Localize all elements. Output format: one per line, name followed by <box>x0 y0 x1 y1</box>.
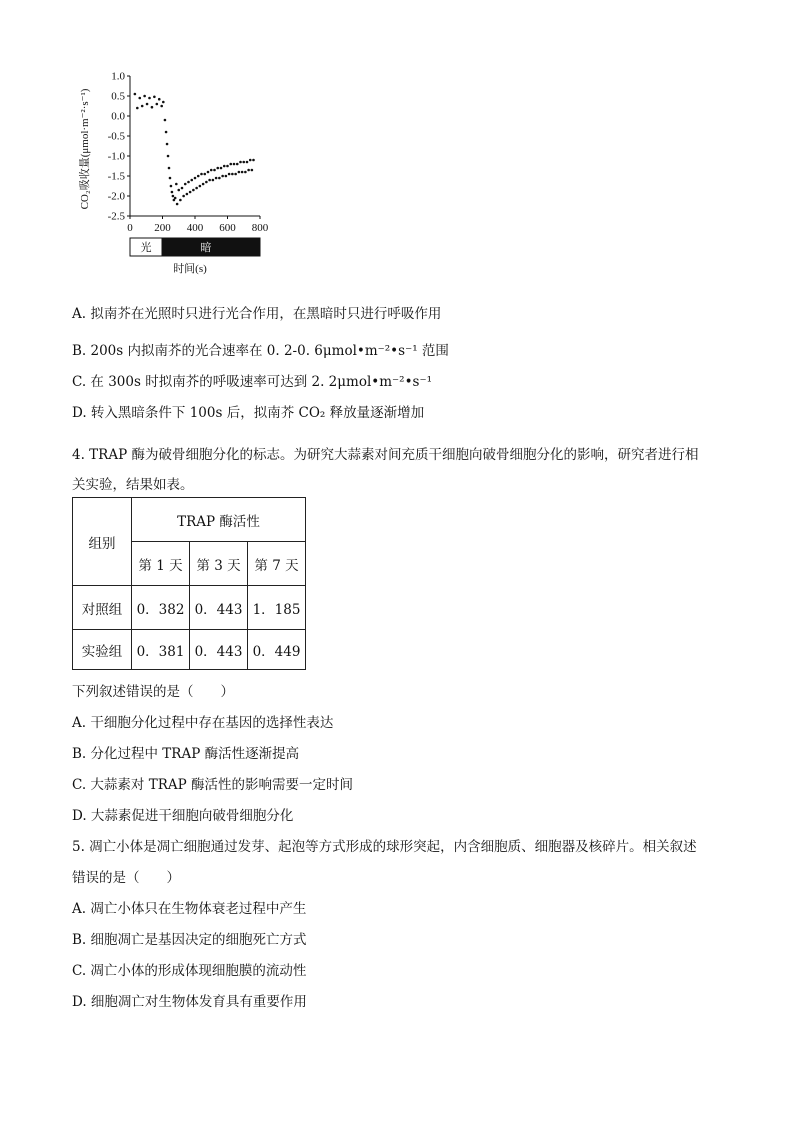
q5-option-d: D. 细胞凋亡对生物体发育具有重要作用 <box>72 994 307 1010</box>
data-point <box>151 106 154 109</box>
y-tick-label: -0.5 <box>107 130 125 143</box>
data-point <box>148 97 151 100</box>
data-point <box>246 161 249 164</box>
q5-option-b: B. 细胞凋亡是基因决定的细胞死亡方式 <box>72 932 307 948</box>
group-header: 组别 <box>73 498 132 586</box>
data-point <box>143 95 146 98</box>
table-cell: 0．443 <box>190 630 248 670</box>
data-point <box>234 173 237 176</box>
data-point <box>189 191 192 194</box>
data-point <box>167 155 170 158</box>
data-point <box>226 165 229 168</box>
data-point <box>187 181 190 184</box>
data-point <box>194 177 197 180</box>
day-3-header: 第 3 天 <box>190 542 248 586</box>
q5-stem-line2: 错误的是（ ） <box>72 870 180 886</box>
data-point <box>210 169 213 172</box>
data-point <box>164 119 167 122</box>
q4-option-b: B. 分化过程中 TRAP 酶活性逐渐提高 <box>72 746 300 762</box>
table-cell: 0．381 <box>132 630 190 670</box>
data-point <box>207 171 210 174</box>
data-point <box>212 179 215 182</box>
q3-option-d: D. 转入黑暗条件下 100s 后，拟南芥 CO₂ 释放量逐渐增加 <box>72 405 425 421</box>
data-point <box>160 105 163 108</box>
data-point <box>238 171 241 174</box>
x-tick-label: 800 <box>251 222 269 234</box>
data-point <box>141 105 144 108</box>
data-point <box>233 163 236 166</box>
data-point <box>169 177 172 180</box>
q3-option-a: A. 拟南芥在光照时只进行光合作用，在黑暗时只进行呼吸作用 <box>72 306 442 322</box>
data-point <box>205 181 208 184</box>
data-point <box>192 189 195 192</box>
data-point <box>239 161 242 164</box>
data-point <box>231 173 234 176</box>
data-point <box>146 103 149 106</box>
data-point <box>247 169 250 172</box>
q3-option-b: B. 200s 内拟南芥的光合速率在 0. 2-0. 6μmol•m⁻²•s⁻¹ 范围 <box>72 343 449 359</box>
table-cell: 0．382 <box>132 586 190 630</box>
row-name: 实验组 <box>73 630 132 670</box>
data-point <box>223 165 226 168</box>
table-row <box>73 630 306 670</box>
y-axis-label: CO₂吸收量(μmol·m⁻²·s⁻¹) <box>79 88 91 210</box>
data-point <box>249 159 252 162</box>
data-point <box>229 163 232 166</box>
data-point <box>153 96 156 99</box>
q5-option-c: C. 凋亡小体的形成体现细胞膜的流动性 <box>72 963 307 979</box>
q4-option-d: D. 大蒜素促进干细胞向破骨细胞分化 <box>72 808 294 824</box>
data-point <box>166 143 169 146</box>
data-point <box>175 183 178 186</box>
table-cell: 0．449 <box>248 630 306 670</box>
q4-option-a: A. 干细胞分化过程中存在基因的选择性表达 <box>72 715 334 731</box>
y-tick-label: -1.5 <box>107 170 125 183</box>
data-point <box>244 171 247 174</box>
data-point <box>228 173 231 176</box>
trap-activity-table <box>72 497 306 670</box>
data-point <box>174 197 177 200</box>
x-tick-label: 400 <box>186 222 204 234</box>
data-point <box>199 185 202 188</box>
day-7-header: 第 7 天 <box>248 542 306 586</box>
q3-option-c: C. 在 300s 时拟南芥的呼吸速率可达到 2. 2μmol•m⁻²•s⁻¹ <box>72 374 433 390</box>
table-row <box>73 586 306 630</box>
data-point <box>252 159 255 162</box>
q4-prompt: 下列叙述错误的是（ ） <box>72 684 234 700</box>
x-tick-label: 600 <box>219 222 236 234</box>
data-point <box>242 161 245 164</box>
data-point <box>220 167 223 170</box>
data-point <box>218 177 221 180</box>
data-point <box>156 103 159 106</box>
table-cell: 1．185 <box>248 586 306 630</box>
data-point <box>179 199 182 202</box>
data-points <box>134 93 255 206</box>
q5-stem-line1: 5. 凋亡小体是凋亡细胞通过发芽、起泡等方式形成的球形突起，内含细胞质、细胞器及核碎片。相关叙述 <box>72 839 697 855</box>
data-point <box>158 98 161 101</box>
table-cell: 0．443 <box>190 586 248 630</box>
data-point <box>221 175 224 178</box>
x-axis-ticks <box>127 216 269 234</box>
light-period-label: 光 <box>140 242 152 254</box>
y-tick-label: -1.0 <box>107 150 125 163</box>
q4-option-c: C. 大蒜素对 TRAP 酶活性的影响需要一定时间 <box>72 777 354 793</box>
data-point <box>136 107 139 110</box>
data-point <box>236 163 239 166</box>
data-point <box>215 177 218 180</box>
data-point <box>168 167 171 170</box>
y-axis-ticks <box>108 71 130 223</box>
data-point <box>200 173 203 176</box>
data-point <box>251 169 254 172</box>
y-tick-label: 0.0 <box>111 110 125 123</box>
data-point <box>181 187 184 190</box>
q4-stem-line2: 关实验，结果如表。 <box>72 477 194 493</box>
data-point <box>176 203 179 206</box>
data-point <box>134 93 137 96</box>
q5-option-a: A. 凋亡小体只在生物体衰老过程中产生 <box>72 901 307 917</box>
y-tick-label: 1.0 <box>111 70 125 83</box>
x-tick-label: 0 <box>127 222 133 234</box>
data-point <box>197 175 200 178</box>
data-point <box>203 173 206 176</box>
data-point <box>202 183 205 186</box>
data-point <box>138 97 141 100</box>
dark-period-label: 暗 <box>200 242 212 254</box>
data-point <box>165 131 168 134</box>
q4-stem-line1: 4. TRAP 酶为破骨细胞分化的标志。为研究大蒜素对间充质干细胞向破骨细胞分化的影响，研究者进行相 <box>72 447 699 463</box>
data-point <box>186 193 189 196</box>
data-point <box>162 101 165 104</box>
y-tick-label: -2.5 <box>107 210 125 223</box>
data-point <box>177 189 180 192</box>
day-1-header: 第 1 天 <box>132 542 190 586</box>
data-point <box>225 175 228 178</box>
data-point <box>182 195 185 198</box>
data-point <box>213 169 216 172</box>
x-axis-label: 时间(s) <box>173 263 207 275</box>
data-point <box>171 191 174 194</box>
data-point <box>190 179 193 182</box>
co2-absorption-chart <box>72 66 292 281</box>
data-point <box>241 171 244 174</box>
data-point <box>184 183 187 186</box>
y-tick-label: -2.0 <box>107 190 125 203</box>
data-point <box>216 167 219 170</box>
data-point <box>170 185 173 188</box>
data-point <box>195 187 198 190</box>
row-name: 对照组 <box>73 586 132 630</box>
x-tick-label: 200 <box>154 222 171 234</box>
activity-header: TRAP 酶活性 <box>132 498 306 542</box>
y-tick-label: 0.5 <box>111 90 125 103</box>
data-point <box>208 179 211 182</box>
data-point <box>172 195 175 198</box>
